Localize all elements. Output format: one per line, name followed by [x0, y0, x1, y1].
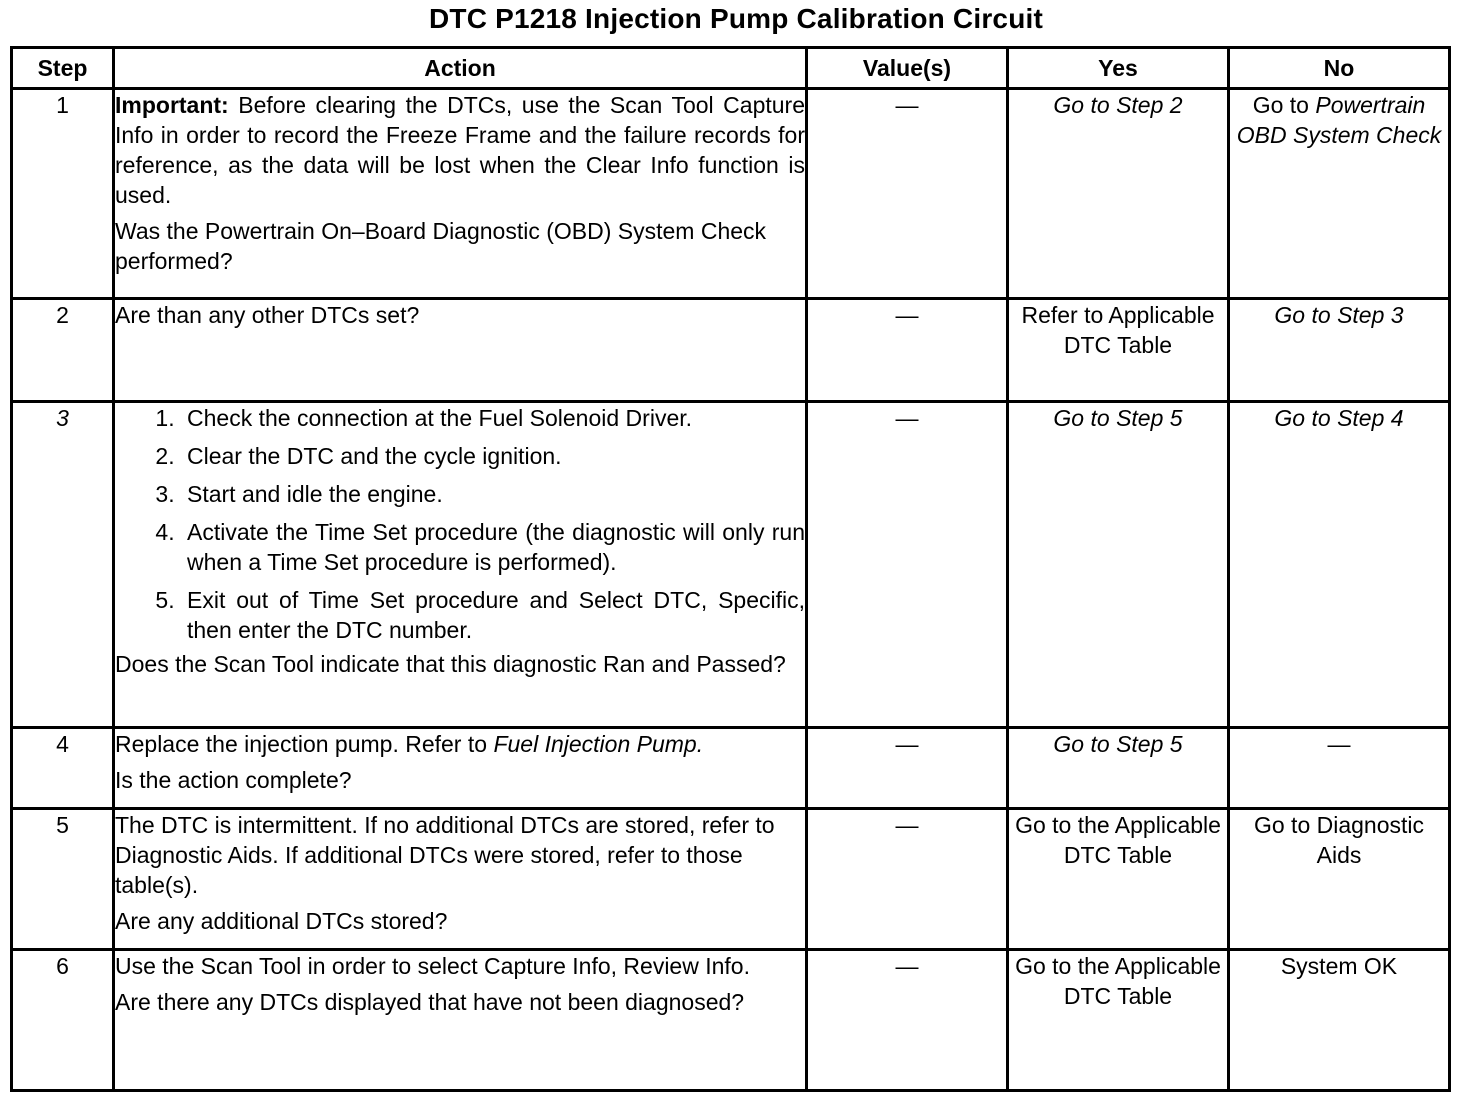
yes-cell: Go to Step 5: [1008, 728, 1229, 809]
list-item: 1. Check the connection at the Fuel Solenoid Driver.: [181, 403, 805, 433]
no-cell: [1229, 89, 1450, 299]
list-item: 5. Exit out of Time Set procedure and Select DTC, Specific, then enter the DTC number.: [181, 585, 805, 645]
action-cell: [114, 950, 807, 1091]
step-number: 5: [12, 809, 114, 950]
header-no: No: [1229, 48, 1450, 89]
important-label: Important:: [115, 92, 229, 118]
action-cell: [114, 89, 807, 299]
header-values: Value(s): [807, 48, 1008, 89]
yes-cell: Go to the Applicable DTC Table: [1008, 950, 1229, 1091]
list-item: 2. Clear the DTC and the cycle ignition.: [181, 441, 805, 471]
list-item: 4. Activate the Time Set procedure (the diagnostic will only run when a Time Set procedure is performed).: [181, 517, 805, 577]
action-cell: [114, 402, 807, 728]
table-row-step-1: [12, 89, 1450, 299]
no-cell: System OK: [1229, 950, 1450, 1091]
header-step: Step: [12, 48, 114, 89]
yes-cell: Refer to Applicable DTC Table: [1008, 299, 1229, 402]
step-number: 1: [12, 89, 114, 299]
action-question: Does the Scan Tool indicate that this diagnostic Ran and Passed?: [115, 651, 786, 677]
action-cell: [114, 809, 807, 950]
no-link-text: Powertrain OBD System Check: [1236, 92, 1442, 148]
diagnostic-table: [10, 46, 1451, 1092]
action-cell: [114, 728, 807, 809]
value-cell: —: [807, 950, 1008, 1091]
no-cell: Go to Step 3: [1229, 299, 1450, 402]
value-cell: —: [807, 809, 1008, 950]
step-number: 3: [12, 402, 114, 728]
action-text: The DTC is intermittent. If no additional DTCs are stored, refer to Diagnostic Aids. If additional DTCs were stored, refer to those table(s).: [115, 812, 775, 898]
step-number: 2: [12, 299, 114, 402]
step-number: 4: [12, 728, 114, 809]
table-row-step-6: [12, 950, 1450, 1091]
value-cell: —: [807, 728, 1008, 809]
table-row-step-2: [12, 299, 1450, 402]
value-cell: —: [807, 89, 1008, 299]
no-prefix: Go to: [1252, 92, 1316, 118]
action-text: [115, 729, 805, 759]
table-header-row: [12, 48, 1450, 89]
table-row-step-3: [12, 402, 1450, 728]
action-cell: [114, 299, 807, 402]
value-cell: —: [807, 299, 1008, 402]
action-question: Are there any DTCs displayed that have not been diagnosed?: [115, 989, 745, 1015]
action-reference: Fuel Injection Pump.: [493, 731, 704, 757]
action-question: Are any additional DTCs stored?: [115, 908, 448, 934]
list-item: 3. Start and idle the engine.: [181, 479, 805, 509]
action-text: Use the Scan Tool in order to select Capture Info, Review Info.: [115, 953, 750, 979]
value-cell: —: [807, 402, 1008, 728]
table-row-step-4: [12, 728, 1450, 809]
action-steps-list: [115, 403, 805, 645]
action-question: Are than any other DTCs set?: [115, 302, 420, 328]
important-text: Before clearing the DTCs, use the Scan Tool Capture Info in order to record the Freeze Frame and the failure records for reference, as the data will be lost when the Clear Info function is used.: [115, 92, 805, 208]
yes-cell: Go to Step 2: [1008, 89, 1229, 299]
action-question: Was the Powertrain On–Board Diagnostic (OBD) System Check performed?: [115, 218, 767, 274]
action-question: Is the action complete?: [115, 767, 352, 793]
no-cell: Go to Diagnostic Aids: [1229, 809, 1450, 950]
action-important: [115, 90, 805, 210]
action-text-prefix: Replace the injection pump. Refer to: [115, 731, 494, 757]
step-number: 6: [12, 950, 114, 1091]
header-action: Action: [114, 48, 807, 89]
yes-cell: Go to the Applicable DTC Table: [1008, 809, 1229, 950]
header-yes: Yes: [1008, 48, 1229, 89]
no-cell: —: [1229, 728, 1450, 809]
yes-cell: Go to Step 5: [1008, 402, 1229, 728]
page-title: DTC P1218 Injection Pump Calibration Circuit: [428, 3, 1043, 34]
no-cell: Go to Step 4: [1229, 402, 1450, 728]
table-row-step-5: [12, 809, 1450, 950]
